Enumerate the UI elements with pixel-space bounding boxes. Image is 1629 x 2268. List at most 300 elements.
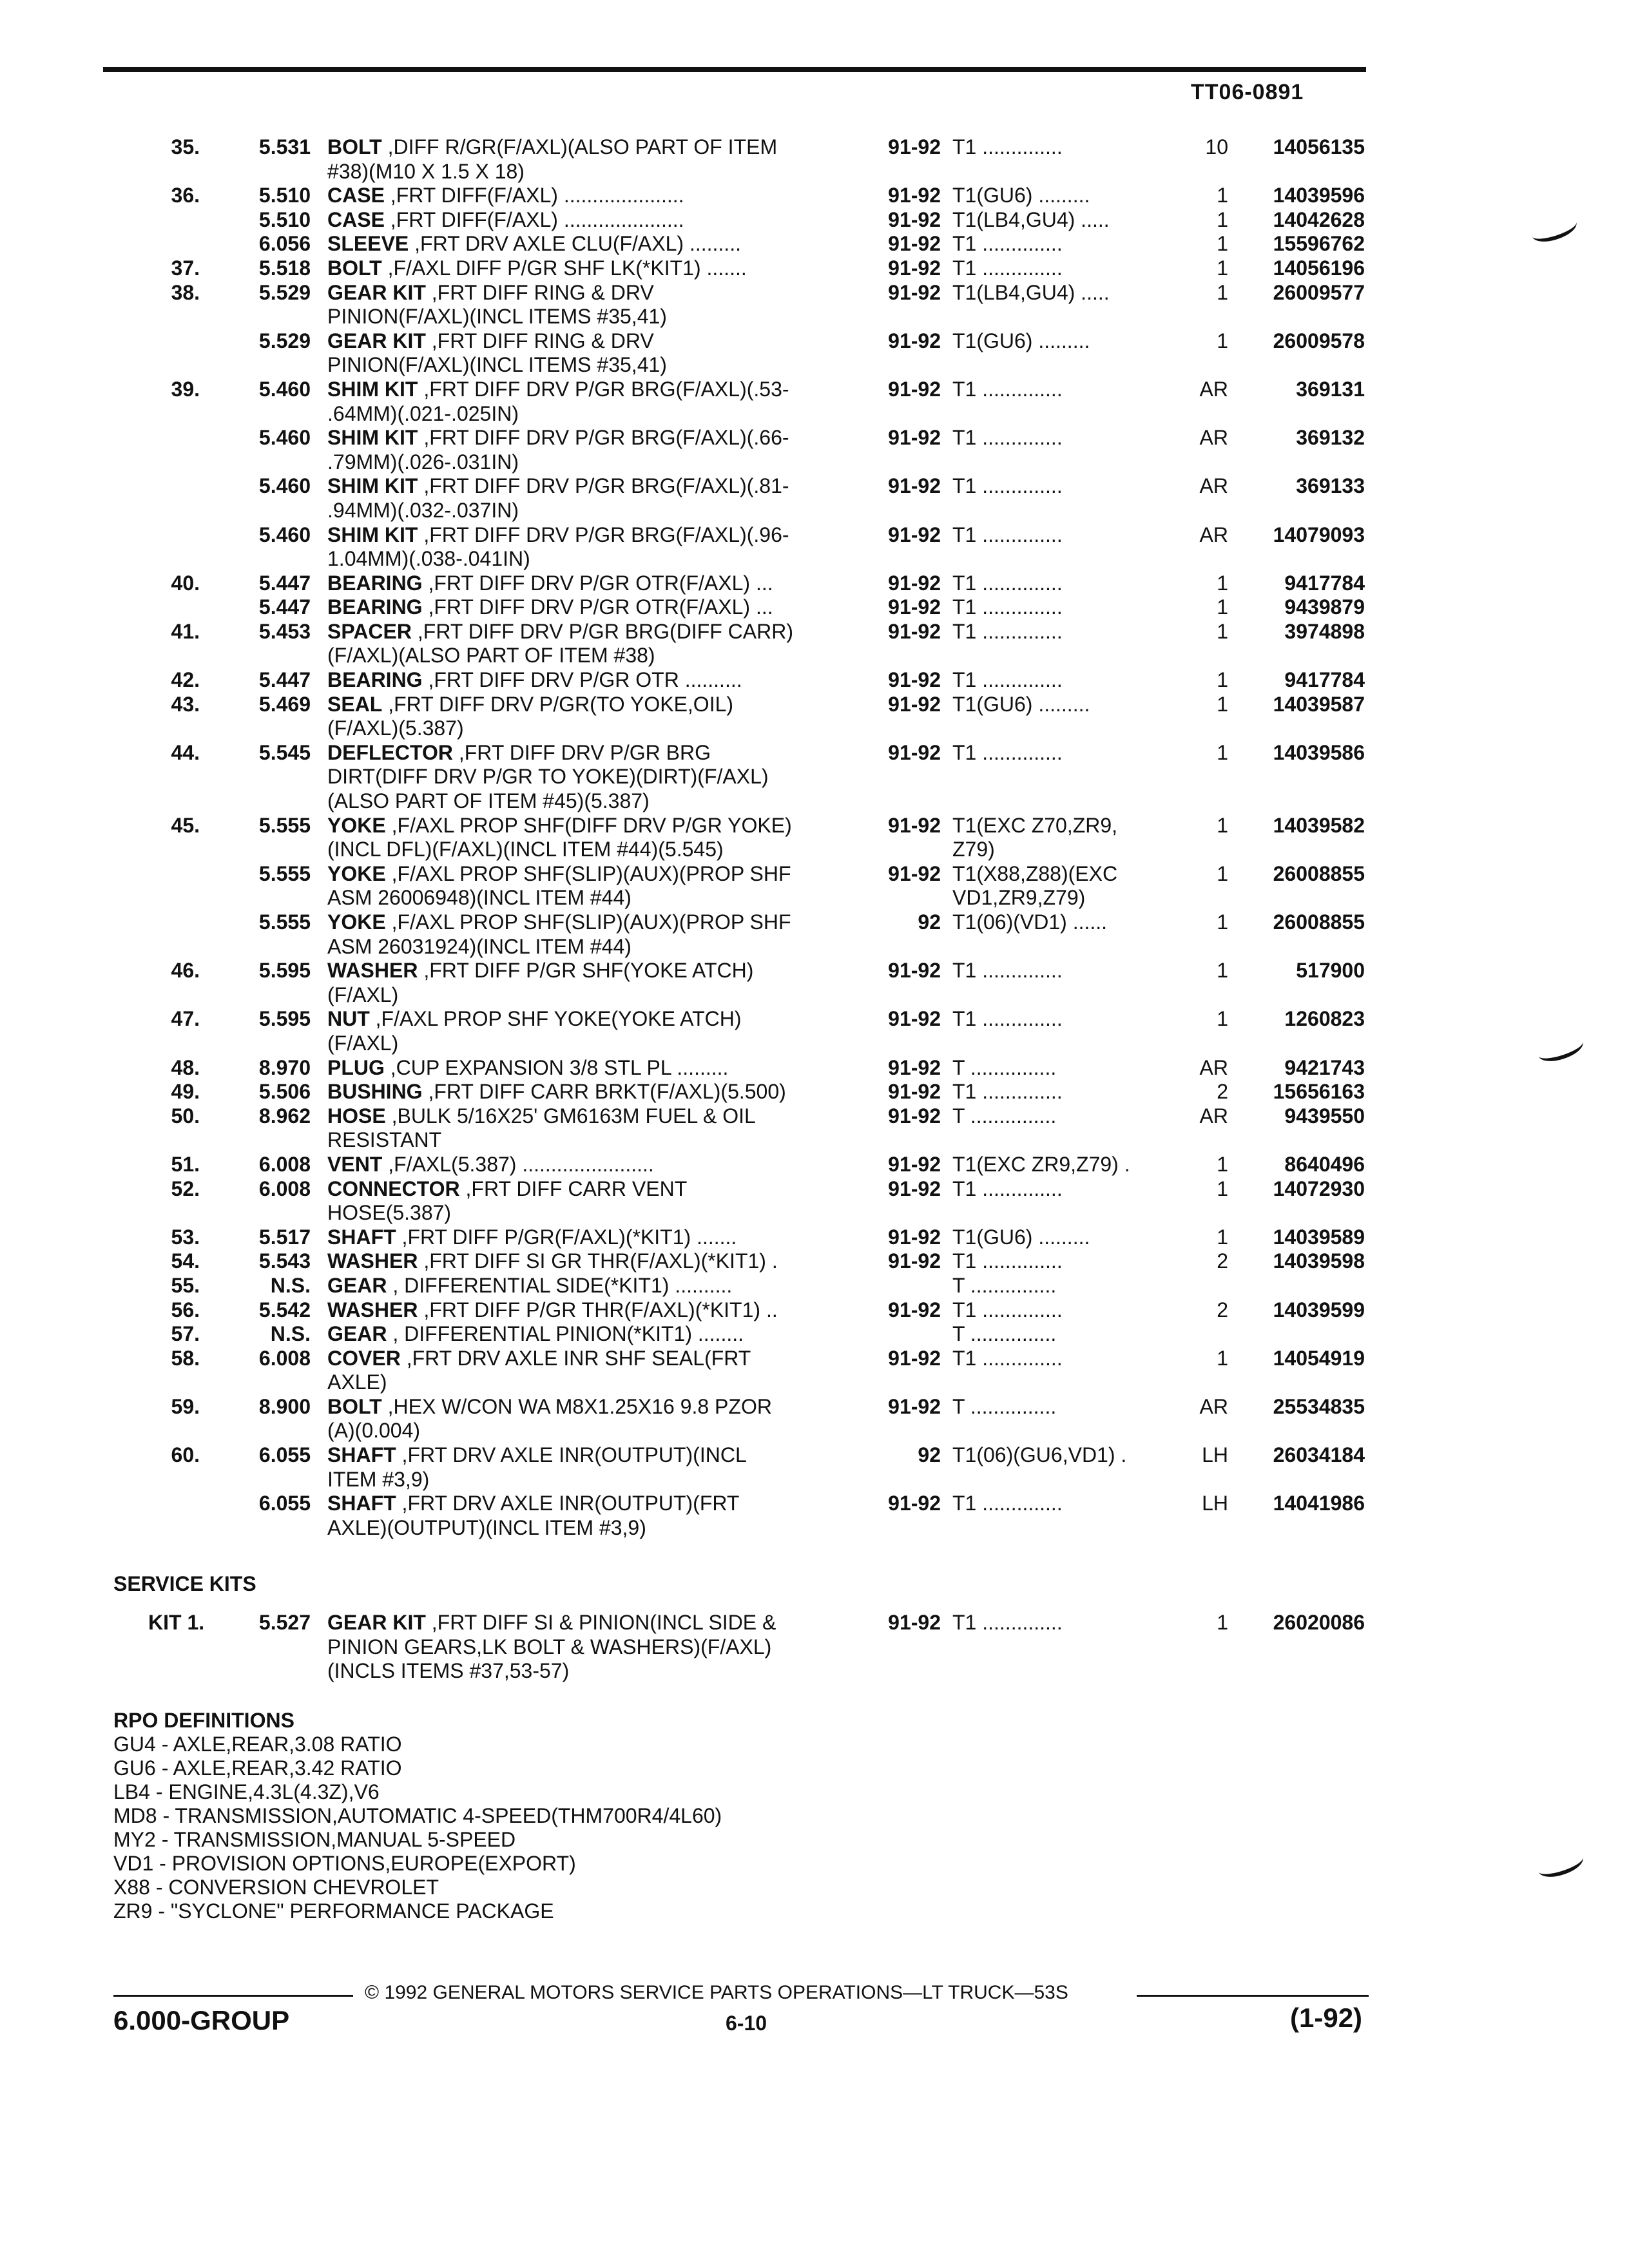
part-description xyxy=(327,160,856,184)
part-number: 1260823 xyxy=(1284,1007,1365,1031)
part-detail: .64MM)(.021-.025IN) xyxy=(327,401,519,425)
part-number: 14039599 xyxy=(1273,1298,1365,1321)
part-detail: (F/AXL) xyxy=(327,983,399,1006)
item-number: 47. xyxy=(171,1007,200,1031)
table-row xyxy=(0,1516,1629,1541)
footer-rule-right xyxy=(1137,1995,1369,1997)
table-row xyxy=(0,1635,1629,1660)
part-name: SHIM KIT xyxy=(327,426,418,450)
table-row xyxy=(0,305,1629,329)
part-number: 14042628 xyxy=(1273,207,1365,231)
part-detail: (F/AXL) xyxy=(327,1031,399,1055)
part-detail: ,FRT DIFF P/GR THR(F/AXL)(*KIT1) .. xyxy=(418,1298,778,1321)
part-detail: ,FRT DIFF CARR VENT xyxy=(459,1177,688,1200)
quantity: AR xyxy=(1199,377,1228,401)
rpo-codes: T1 .............. xyxy=(952,1492,1063,1515)
part-description xyxy=(327,378,856,402)
part-detail: ,F/AXL DIFF P/GR SHF LK(*KIT1) ....... xyxy=(381,256,747,280)
part-description xyxy=(327,862,856,887)
part-detail: AXLE) xyxy=(327,1370,387,1394)
part-detail: (ALSO PART OF ITEM #45)(5.387) xyxy=(327,789,650,813)
part-description xyxy=(327,329,856,354)
quantity: LH xyxy=(1202,1443,1228,1467)
item-number: 35. xyxy=(171,135,200,159)
part-description xyxy=(327,668,856,693)
part-description xyxy=(327,620,856,644)
rpo-codes: T1 .............. xyxy=(952,523,1063,546)
part-name: SHIM KIT xyxy=(327,377,418,401)
group-number: 5.447 xyxy=(258,668,311,692)
part-detail: (INCLS ITEMS #37,53-57) xyxy=(327,1659,570,1683)
part-description xyxy=(327,741,856,765)
item-number: 56. xyxy=(171,1298,200,1321)
part-name: BEARING xyxy=(327,595,423,619)
quantity: 2 xyxy=(1217,1249,1228,1273)
quantity: 1 xyxy=(1217,910,1228,934)
table-row xyxy=(0,1492,1629,1516)
part-name: SPACER xyxy=(327,619,412,643)
quantity: AR xyxy=(1199,426,1228,450)
table-row xyxy=(0,1249,1629,1274)
table-row xyxy=(0,838,1629,862)
group-number: 5.595 xyxy=(258,1007,311,1031)
part-description xyxy=(327,523,856,548)
part-name: WASHER xyxy=(327,1249,418,1273)
rpo-codes: T1 .............. xyxy=(952,1298,1063,1321)
group-number: 5.447 xyxy=(258,571,311,595)
part-number: 25534835 xyxy=(1273,1394,1365,1418)
item-number: 55. xyxy=(171,1273,200,1297)
part-detail: ,FRT DIFF CARR BRKT(F/AXL)(5.500) xyxy=(422,1080,786,1104)
table-row xyxy=(0,1007,1629,1032)
part-number: 9439879 xyxy=(1284,595,1365,619)
group-number: N.S. xyxy=(270,1273,311,1297)
table-row xyxy=(0,329,1629,354)
rpo-codes: T1 .............. xyxy=(952,1080,1063,1104)
model-years: 91-92 xyxy=(888,692,941,716)
footer-rule-left xyxy=(113,1995,353,1997)
quantity: 1 xyxy=(1217,1177,1228,1200)
table-row xyxy=(0,595,1629,620)
part-description xyxy=(327,1347,856,1371)
part-name: SEAL xyxy=(327,692,383,716)
part-number: 14054919 xyxy=(1273,1346,1365,1370)
item-number: 52. xyxy=(171,1177,200,1200)
group-number: 5.529 xyxy=(258,329,311,352)
part-name: BEARING xyxy=(327,668,423,692)
rpo-codes: T ............... xyxy=(952,1394,1057,1418)
part-description xyxy=(327,499,856,523)
part-name: SHIM KIT xyxy=(327,523,418,546)
part-name: SHAFT xyxy=(327,1492,396,1515)
table-row xyxy=(0,1659,1629,1684)
model-years: 91-92 xyxy=(888,813,941,837)
group-number: 8.900 xyxy=(258,1394,311,1418)
part-name: PLUG xyxy=(327,1055,385,1079)
group-number: 6.008 xyxy=(258,1346,311,1370)
group-number: 5.453 xyxy=(258,619,311,643)
part-number: 14072930 xyxy=(1273,1177,1365,1200)
part-number: 14041986 xyxy=(1273,1492,1365,1515)
part-number: 26008855 xyxy=(1273,910,1365,934)
part-description xyxy=(327,1322,856,1347)
rpo-codes: T1 .............. xyxy=(952,1177,1063,1200)
part-description xyxy=(327,1104,856,1129)
part-detail: ASM 26006948)(INCL ITEM #44) xyxy=(327,886,631,910)
table-row xyxy=(0,232,1629,256)
quantity: 1 xyxy=(1217,1225,1228,1249)
part-detail: ,FRT DIFF DRV P/GR OTR .......... xyxy=(422,668,742,692)
quantity: AR xyxy=(1199,474,1228,498)
part-description xyxy=(327,1177,856,1202)
part-description xyxy=(327,1080,856,1104)
part-detail: 1.04MM)(.038-.041IN) xyxy=(327,547,530,571)
part-number: 14056196 xyxy=(1273,256,1365,280)
rpo-codes: T1(LB4,GU4) ..... xyxy=(952,280,1110,304)
item-number: KIT 1. xyxy=(148,1611,205,1634)
table-row xyxy=(0,547,1629,572)
rpo-codes: T1 .............. xyxy=(952,619,1063,643)
part-name: WASHER xyxy=(327,1298,418,1321)
quantity: 1 xyxy=(1217,861,1228,885)
part-description xyxy=(327,1611,856,1635)
rpo-codes: T1 .............. xyxy=(952,135,1063,159)
quantity: 1 xyxy=(1217,619,1228,643)
part-description xyxy=(327,959,856,983)
rpo-codes: T ............... xyxy=(952,1055,1057,1079)
part-number: 14039589 xyxy=(1273,1225,1365,1249)
part-detail: ,FRT DIFF DRV P/GR BRG(DIFF CARR) xyxy=(411,619,793,643)
part-description xyxy=(327,1370,856,1395)
part-description xyxy=(327,595,856,620)
group-number: 5.555 xyxy=(258,861,311,885)
model-years: 91-92 xyxy=(888,135,941,159)
item-number: 43. xyxy=(171,692,200,716)
part-detail: AXLE)(OUTPUT)(INCL ITEM #3,9) xyxy=(327,1515,646,1539)
part-detail: (INCL DFL)(F/AXL)(INCL ITEM #44)(5.545) xyxy=(327,838,724,861)
part-description xyxy=(327,232,856,256)
part-description xyxy=(327,426,856,450)
part-detail: ,FRT DIFF RING & DRV xyxy=(425,280,654,304)
part-name: CONNECTOR xyxy=(327,1177,460,1200)
rpo-codes: T1 .............. xyxy=(952,377,1063,401)
item-number: 46. xyxy=(171,959,200,983)
part-description xyxy=(327,1635,856,1660)
part-name: YOKE xyxy=(327,910,386,934)
part-description xyxy=(327,1659,856,1684)
part-detail: ,FRT DIFF SI GR THR(F/AXL)(*KIT1) . xyxy=(418,1249,778,1273)
part-detail: DIRT(DIFF DRV P/GR TO YOKE)(DIRT)(F/AXL) xyxy=(327,765,769,789)
group-number: 5.518 xyxy=(258,256,311,280)
table-row xyxy=(0,353,1629,378)
group-number: 5.460 xyxy=(258,377,311,401)
part-description xyxy=(327,1443,856,1468)
table-row xyxy=(0,765,1629,789)
group-number: 6.056 xyxy=(258,232,311,256)
part-description xyxy=(327,474,856,499)
part-description xyxy=(327,256,856,281)
part-detail: ,FRT DRV AXLE INR SHF SEAL(FRT xyxy=(400,1346,751,1370)
group-number: 5.506 xyxy=(258,1080,311,1104)
quantity: LH xyxy=(1202,1492,1228,1515)
model-years: 91-92 xyxy=(888,668,941,692)
part-description xyxy=(327,765,856,789)
table-row xyxy=(0,862,1629,887)
parts-table xyxy=(0,135,1629,1540)
table-row xyxy=(0,184,1629,208)
group-number: 6.055 xyxy=(258,1492,311,1515)
group-number: 5.460 xyxy=(258,426,311,450)
part-description xyxy=(327,1274,856,1298)
part-detail: #38)(M10 X 1.5 X 18) xyxy=(327,159,525,183)
quantity: AR xyxy=(1199,1394,1228,1418)
group-number: 5.510 xyxy=(258,207,311,231)
table-row xyxy=(0,668,1629,693)
part-name: DEFLECTOR xyxy=(327,740,453,764)
table-row xyxy=(0,572,1629,596)
part-detail: ,FRT DIFF DRV P/GR BRG xyxy=(452,740,711,764)
quantity: 2 xyxy=(1217,1080,1228,1104)
part-name: SHAFT xyxy=(327,1443,396,1467)
rpo-definition: VD1 - PROVISION OPTIONS,EUROPE(EXPORT) xyxy=(113,1852,576,1875)
part-detail: ,FRT DIFF RING & DRV xyxy=(425,329,654,352)
rpo-codes: T1 .............. xyxy=(952,668,1063,692)
part-number: 369131 xyxy=(1296,377,1365,401)
part-detail: PINION(F/AXL)(INCL ITEMS #35,41) xyxy=(327,353,667,377)
model-years: 91-92 xyxy=(888,959,941,983)
part-detail: ,FRT DRV AXLE CLU(F/AXL) ......... xyxy=(409,232,741,256)
item-number: 57. xyxy=(171,1322,200,1346)
table-row xyxy=(0,208,1629,233)
part-description xyxy=(327,644,856,668)
part-description xyxy=(327,838,856,862)
part-detail: ,F/AXL PROP SHF(DIFF DRV P/GR YOKE) xyxy=(385,813,792,837)
quantity: 1 xyxy=(1217,256,1228,280)
binder-mark xyxy=(1536,1848,1586,1882)
part-number: 26009577 xyxy=(1273,280,1365,304)
model-years: 91-92 xyxy=(888,329,941,352)
rpo-codes: T1(GU6) ......... xyxy=(952,1225,1090,1249)
part-description xyxy=(327,1128,856,1153)
group-label: 6.000-GROUP xyxy=(113,2005,290,2035)
group-number: 5.542 xyxy=(258,1298,311,1321)
part-name: GEAR KIT xyxy=(327,280,426,304)
part-detail: ,FRT DIFF DRV P/GR OTR(F/AXL) ... xyxy=(422,595,773,619)
table-row xyxy=(0,983,1629,1008)
group-number: 5.460 xyxy=(258,523,311,546)
quantity: 1 xyxy=(1217,232,1228,256)
rpo-codes: VD1,ZR9,Z79) xyxy=(952,886,1086,910)
rpo-definition: ZR9 - "SYCLONE" PERFORMANCE PACKAGE xyxy=(113,1899,554,1923)
table-row xyxy=(0,474,1629,499)
part-detail: .94MM)(.032-.037IN) xyxy=(327,498,519,522)
rpo-definitions xyxy=(113,1709,722,1923)
table-row xyxy=(0,1611,1629,1635)
part-detail: ,FRT DIFF P/GR(F/AXL)(*KIT1) ....... xyxy=(396,1225,737,1249)
quantity: 1 xyxy=(1217,1007,1228,1031)
model-years: 91-92 xyxy=(888,1249,941,1273)
part-description xyxy=(327,1201,856,1225)
quantity: 2 xyxy=(1217,1298,1228,1321)
part-number: 26009578 xyxy=(1273,329,1365,352)
quantity: 1 xyxy=(1217,1152,1228,1176)
item-number: 50. xyxy=(171,1104,200,1128)
part-description xyxy=(327,572,856,596)
part-detail: ,FRT DIFF SI & PINION(INCL SIDE & xyxy=(425,1611,776,1634)
part-detail: ASM 26031924)(INCL ITEM #44) xyxy=(327,934,631,958)
part-name: GEAR KIT xyxy=(327,329,426,352)
part-detail: ,FRT DIFF P/GR SHF(YOKE ATCH) xyxy=(418,959,754,983)
rpo-codes: T1 .............. xyxy=(952,232,1063,256)
part-description xyxy=(327,1419,856,1443)
part-detail: ,FRT DRV AXLE INR(OUTPUT)(INCL xyxy=(396,1443,747,1467)
table-row xyxy=(0,1032,1629,1056)
part-name: BUSHING xyxy=(327,1080,423,1104)
rpo-definition: GU6 - AXLE,REAR,3.42 RATIO xyxy=(113,1756,402,1780)
rpo-codes: T1 .............. xyxy=(952,595,1063,619)
part-name: YOKE xyxy=(327,813,386,837)
quantity: 1 xyxy=(1217,692,1228,716)
rpo-definitions-list xyxy=(113,1733,722,1923)
model-years: 91-92 xyxy=(888,1298,941,1321)
group-number: 6.055 xyxy=(258,1443,311,1467)
quantity: 1 xyxy=(1217,813,1228,837)
quantity: 1 xyxy=(1217,571,1228,595)
part-detail: ,FRT DIFF DRV P/GR BRG(F/AXL)(.53- xyxy=(418,377,789,401)
rpo-codes: T1 .............. xyxy=(952,426,1063,450)
part-detail: ITEM #3,9) xyxy=(327,1467,430,1491)
part-description xyxy=(327,789,856,814)
rpo-codes: T1(06)(VD1) ...... xyxy=(952,910,1108,934)
item-number: 40. xyxy=(171,571,200,595)
table-row xyxy=(0,256,1629,281)
table-row xyxy=(0,789,1629,814)
part-detail: , DIFFERENTIAL PINION(*KIT1) ........ xyxy=(387,1322,744,1346)
group-number: 5.543 xyxy=(258,1249,311,1273)
model-years: 91-92 xyxy=(888,280,941,304)
part-description xyxy=(327,353,856,378)
part-detail: (F/AXL)(5.387) xyxy=(327,716,464,740)
part-detail: PINION(F/AXL)(INCL ITEMS #35,41) xyxy=(327,305,667,329)
part-detail: ,FRT DIFF DRV P/GR BRG(F/AXL)(.96- xyxy=(418,523,789,546)
item-number: 60. xyxy=(171,1443,200,1467)
rpo-codes: T1 .............. xyxy=(952,740,1063,764)
table-row xyxy=(0,935,1629,959)
table-row xyxy=(0,693,1629,717)
rpo-codes: T1(X88,Z88)(EXC xyxy=(952,861,1118,885)
table-row xyxy=(0,1468,1629,1492)
rpo-codes: T1 .............. xyxy=(952,474,1063,498)
table-row xyxy=(0,402,1629,427)
rpo-codes: T1(GU6) ......... xyxy=(952,184,1090,207)
revision-date: (1-92) xyxy=(1290,2003,1363,2033)
part-number: 14039586 xyxy=(1273,740,1365,764)
part-detail: , DIFFERENTIAL SIDE(*KIT1) .......... xyxy=(387,1273,733,1297)
part-name: CASE xyxy=(327,184,385,207)
rpo-codes: T ............... xyxy=(952,1104,1057,1128)
item-number: 36. xyxy=(171,184,200,207)
rpo-codes: T1(GU6) ......... xyxy=(952,692,1090,716)
model-years: 91-92 xyxy=(888,377,941,401)
item-number: 42. xyxy=(171,668,200,692)
part-description xyxy=(327,1032,856,1056)
model-years: 91-92 xyxy=(888,1104,941,1128)
model-years: 91-92 xyxy=(888,523,941,546)
model-years: 91-92 xyxy=(888,207,941,231)
part-detail: HOSE(5.387) xyxy=(327,1201,452,1225)
table-row xyxy=(0,523,1629,548)
part-number: 26008855 xyxy=(1273,861,1365,885)
quantity: 1 xyxy=(1217,668,1228,692)
model-years: 91-92 xyxy=(888,1007,941,1031)
part-detail: ,F/AXL PROP SHF YOKE(YOKE ATCH) xyxy=(369,1007,742,1031)
part-detail: ,F/AXL(5.387) ....................... xyxy=(382,1152,654,1176)
part-detail: ,FRT DIFF DRV P/GR BRG(F/AXL)(.66- xyxy=(418,426,789,450)
part-description xyxy=(327,935,856,959)
group-number: 5.555 xyxy=(258,813,311,837)
part-number: 26020086 xyxy=(1273,1611,1365,1634)
table-row xyxy=(0,1298,1629,1323)
rpo-definition: GU4 - AXLE,REAR,3.08 RATIO xyxy=(113,1733,402,1756)
group-number: 5.545 xyxy=(258,740,311,764)
model-years: 91-92 xyxy=(888,426,941,450)
rpo-codes: T ............... xyxy=(952,1273,1057,1297)
service-kits-heading: SERVICE KITS xyxy=(113,1572,256,1595)
quantity: 1 xyxy=(1217,959,1228,983)
table-row xyxy=(0,716,1629,741)
part-detail: ,FRT DIFF DRV P/GR BRG(F/AXL)(.81- xyxy=(418,474,789,498)
model-years: 91-92 xyxy=(888,571,941,595)
item-number: 41. xyxy=(171,619,200,643)
part-name: CASE xyxy=(327,207,385,231)
table-row xyxy=(0,1419,1629,1443)
part-description xyxy=(327,814,856,838)
model-years: 91-92 xyxy=(888,184,941,207)
model-years: 91-92 xyxy=(888,1394,941,1418)
rpo-definition: MD8 - TRANSMISSION,AUTOMATIC 4-SPEED(THM700R4/4L60) xyxy=(113,1804,722,1827)
part-detail: (F/AXL)(ALSO PART OF ITEM #38) xyxy=(327,644,655,668)
table-row xyxy=(0,1225,1629,1250)
item-number: 38. xyxy=(171,280,200,304)
rpo-codes: T1 .............. xyxy=(952,1249,1063,1273)
part-detail: ,F/AXL PROP SHF(SLIP)(AUX)(PROP SHF xyxy=(385,910,791,934)
part-number: 3974898 xyxy=(1284,619,1365,643)
group-number: N.S. xyxy=(270,1322,311,1346)
part-description xyxy=(327,886,856,910)
part-description xyxy=(327,547,856,572)
part-number: 9439550 xyxy=(1284,1104,1365,1128)
part-description xyxy=(327,208,856,233)
part-number: 14039596 xyxy=(1273,184,1365,207)
item-number: 45. xyxy=(171,813,200,837)
part-number: 369133 xyxy=(1296,474,1365,498)
quantity: 1 xyxy=(1217,595,1228,619)
part-detail: ,FRT DIFF(F/AXL) ..................... xyxy=(384,184,684,207)
part-detail: ,FRT DIFF DRV P/GR OTR(F/AXL) ... xyxy=(422,571,773,595)
rpo-codes: T ............... xyxy=(952,1322,1057,1346)
quantity: 1 xyxy=(1217,184,1228,207)
quantity: AR xyxy=(1199,523,1228,546)
part-detail: ,FRT DIFF(F/AXL) ..................... xyxy=(384,207,684,231)
table-row xyxy=(0,160,1629,184)
group-number: 5.529 xyxy=(258,280,311,304)
quantity: 1 xyxy=(1217,1611,1228,1634)
part-description xyxy=(327,1153,856,1177)
rpo-codes: T1 .............. xyxy=(952,1346,1063,1370)
part-number: 14039598 xyxy=(1273,1249,1365,1273)
table-row xyxy=(0,1370,1629,1395)
group-number: 5.555 xyxy=(258,910,311,934)
